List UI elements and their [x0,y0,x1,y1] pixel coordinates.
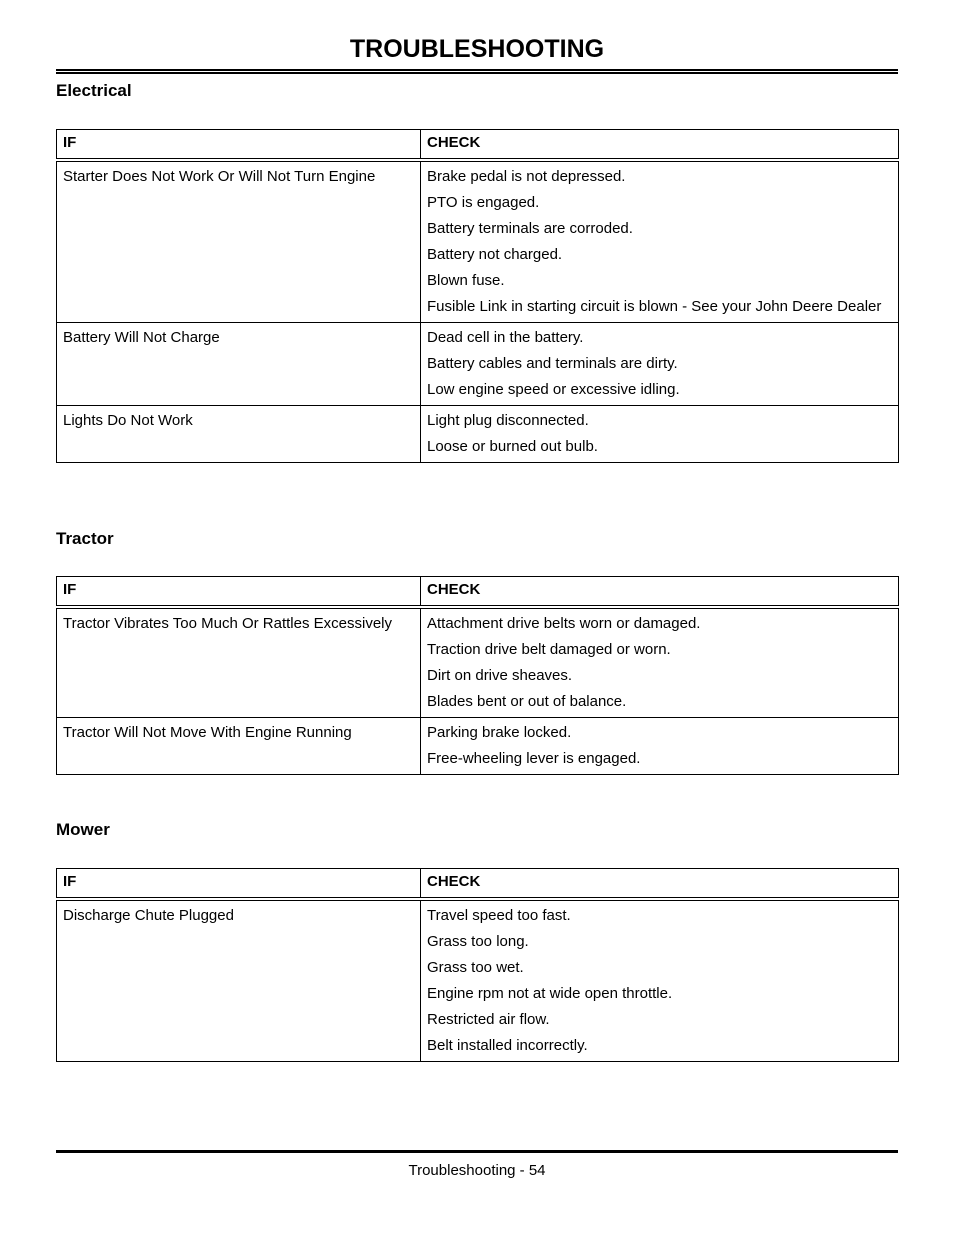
check-item: Blown fuse. [427,272,505,289]
table-header-row [57,577,899,608]
section-heading-electrical: Electrical [56,81,132,100]
column-header-check: CHECK [421,869,899,900]
check-item: Light plug disconnected. [427,412,589,429]
check-item: Dirt on drive sheaves. [427,667,573,684]
check-item: Battery cables and terminals are dirty. [427,355,678,372]
footer-rule [56,1150,898,1153]
page-footer: Troubleshooting - 54 [408,1162,546,1179]
check-item: Fusible Link in starting circuit is blown - See your John Deere Dealer [427,298,882,315]
check-item: Dead cell in the battery. [427,329,584,346]
column-header-if: IF [57,869,421,900]
table-row [57,160,899,323]
section-heading-tractor: Tractor [56,529,114,548]
column-header-check: CHECK [421,577,899,608]
check-item: Brake pedal is not depressed. [427,168,626,185]
title-double-rule [56,69,898,74]
mower-table [56,868,899,1062]
check-item: Belt installed incorrectly. [427,1037,588,1054]
section-heading-mower: Mower [56,820,110,839]
check-item: Grass too wet. [427,959,524,976]
table-row [57,607,899,718]
column-header-if: IF [57,130,421,161]
column-header-check: CHECK [421,130,899,161]
table-row [57,406,899,463]
check-item: PTO is engaged. [427,194,540,211]
if-condition: Battery Will Not Charge [63,329,220,346]
if-condition: Discharge Chute Plugged [63,907,234,924]
column-header-if: IF [57,577,421,608]
check-item: Parking brake locked. [427,724,572,741]
check-item: Restricted air flow. [427,1011,550,1028]
table-row [57,718,899,775]
table-header-row [57,130,899,161]
table-header-row [57,869,899,900]
check-item: Traction drive belt damaged or worn. [427,641,671,658]
check-item: Low engine speed or excessive idling. [427,381,680,398]
tractor-table [56,576,899,775]
if-condition: Tractor Vibrates Too Much Or Rattles Excessively [63,615,393,632]
check-item: Battery terminals are corroded. [427,220,633,237]
if-condition: Lights Do Not Work [63,412,193,429]
if-condition: Starter Does Not Work Or Will Not Turn Engine [63,168,376,185]
table-row [57,899,899,1062]
electrical-table [56,129,899,463]
page-title: TROUBLESHOOTING [349,35,605,63]
check-item: Battery not charged. [427,246,563,263]
if-condition: Tractor Will Not Move With Engine Running [63,724,352,741]
check-item: Attachment drive belts worn or damaged. [427,615,701,632]
check-item: Grass too long. [427,933,529,950]
check-item: Travel speed too fast. [427,907,571,924]
check-item: Engine rpm not at wide open throttle. [427,985,673,1002]
check-item: Loose or burned out bulb. [427,438,598,455]
check-item: Free-wheeling lever is engaged. [427,750,641,767]
check-item: Blades bent or out of balance. [427,693,627,710]
table-row [57,323,899,406]
